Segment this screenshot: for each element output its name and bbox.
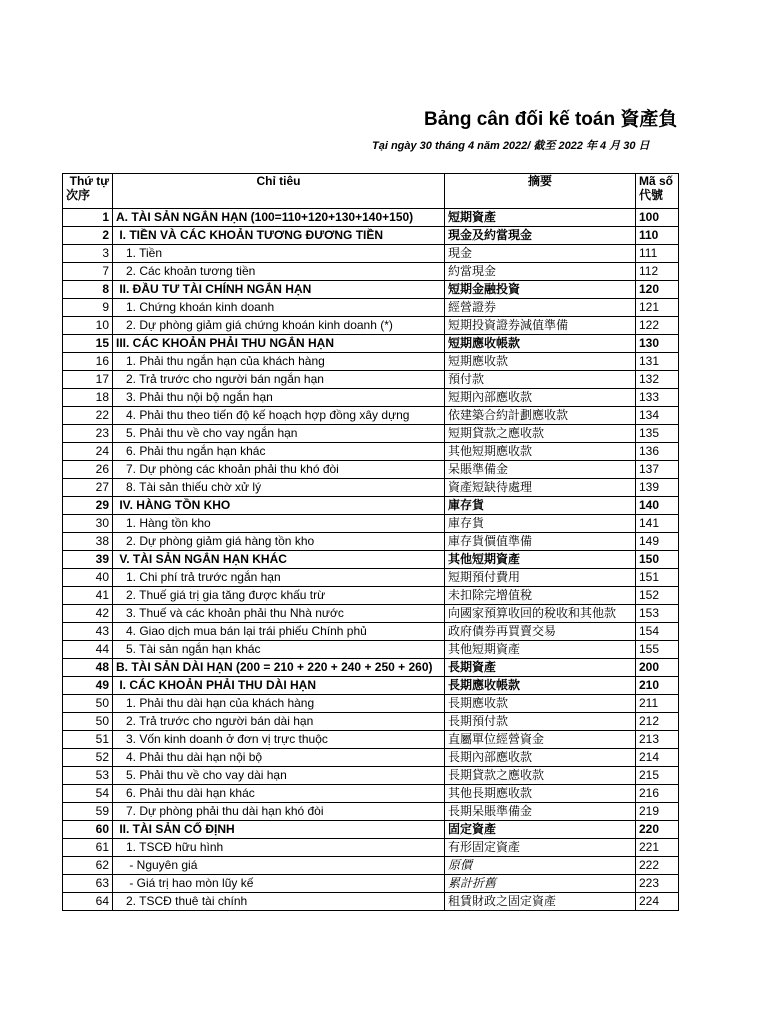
- row-summary: 短期貸款之應收款: [445, 425, 636, 443]
- row-summary: 短期資產: [445, 209, 636, 227]
- row-code: 214: [636, 749, 679, 767]
- row-summary: 長期呆賬準備金: [445, 803, 636, 821]
- row-summary: 短期預付費用: [445, 569, 636, 587]
- row-item-name: 2. Trả trước cho người bán dài hạn: [113, 713, 445, 731]
- row-code: 139: [636, 479, 679, 497]
- row-summary: 庫存貨: [445, 515, 636, 533]
- header-cell-summary: [445, 174, 636, 209]
- row-order-number: 3: [63, 245, 113, 263]
- row-item-name: II. TÀI SẢN CỐ ĐỊNH: [113, 821, 445, 839]
- row-code: 210: [636, 677, 679, 695]
- row-item-name: 2. Các khoản tương tiền: [113, 263, 445, 281]
- row-summary: 短期內部應收款: [445, 389, 636, 407]
- row-summary: 有形固定資產: [445, 839, 636, 857]
- row-order-number: 8: [63, 281, 113, 299]
- row-order-number: 51: [63, 731, 113, 749]
- row-summary: 庫存貨價值準備: [445, 533, 636, 551]
- row-summary: 累計折舊: [445, 875, 636, 893]
- row-code: 152: [636, 587, 679, 605]
- row-order-number: 42: [63, 605, 113, 623]
- row-code: 220: [636, 821, 679, 839]
- table-row: [63, 677, 679, 695]
- row-order-number: 1: [63, 209, 113, 227]
- row-code: 213: [636, 731, 679, 749]
- row-code: 132: [636, 371, 679, 389]
- row-code: 216: [636, 785, 679, 803]
- row-order-number: 52: [63, 749, 113, 767]
- row-order-number: 18: [63, 389, 113, 407]
- row-order-number: 43: [63, 623, 113, 641]
- row-summary: 短期投資證券減值準備: [445, 317, 636, 335]
- row-item-name: 1. Tiền: [113, 245, 445, 263]
- row-summary: 庫存貨: [445, 497, 636, 515]
- row-code: 215: [636, 767, 679, 785]
- table-row: [63, 371, 679, 389]
- row-code: 122: [636, 317, 679, 335]
- row-item-name: 8. Tài sản thiếu chờ xử lý: [113, 479, 445, 497]
- row-code: 121: [636, 299, 679, 317]
- row-order-number: 50: [63, 695, 113, 713]
- row-code: 200: [636, 659, 679, 677]
- row-order-number: 62: [63, 857, 113, 875]
- row-order-number: 29: [63, 497, 113, 515]
- row-item-name: III. CÁC KHOẢN PHẢI THU NGẮN HẠN: [113, 335, 445, 353]
- row-item-name: 5. Phải thu về cho vay ngắn hạn: [113, 425, 445, 443]
- row-summary: 經營證券: [445, 299, 636, 317]
- row-code: 100: [636, 209, 679, 227]
- row-item-name: 2. Dự phòng giảm giá chứng khoán kinh doanh (*): [113, 317, 445, 335]
- row-code: 130: [636, 335, 679, 353]
- row-summary: 其他短期應收款: [445, 443, 636, 461]
- row-item-name: I. TIỀN VÀ CÁC KHOẢN TƯƠNG ĐƯƠNG TIỀN: [113, 227, 445, 245]
- header-row: [63, 174, 679, 209]
- header-code-vi: Mã số: [639, 174, 674, 188]
- row-code: 131: [636, 353, 679, 371]
- row-summary: 直屬單位經營資金: [445, 731, 636, 749]
- row-order-number: 53: [63, 767, 113, 785]
- table-row: [63, 767, 679, 785]
- row-order-number: 64: [63, 893, 113, 911]
- table-row: [63, 875, 679, 893]
- row-code: 222: [636, 857, 679, 875]
- row-item-name: 4. Phải thu theo tiến độ kế hoạch hợp đồng xây dựng: [113, 407, 445, 425]
- row-order-number: 30: [63, 515, 113, 533]
- row-order-number: 27: [63, 479, 113, 497]
- row-summary: 長期應收帳款: [445, 677, 636, 695]
- row-order-number: 26: [63, 461, 113, 479]
- header-cell-order: [63, 174, 113, 209]
- row-summary: 現金及約當現金: [445, 227, 636, 245]
- row-item-name: 1. Chi phí trả trước ngắn hạn: [113, 569, 445, 587]
- row-item-name: 3. Thuế và các khoản phải thu Nhà nước: [113, 605, 445, 623]
- row-order-number: 60: [63, 821, 113, 839]
- row-summary: 長期應收款: [445, 695, 636, 713]
- table-row: [63, 893, 679, 911]
- row-code: 153: [636, 605, 679, 623]
- row-summary: 其他短期資產: [445, 551, 636, 569]
- row-code: 211: [636, 695, 679, 713]
- row-code: 136: [636, 443, 679, 461]
- row-code: 135: [636, 425, 679, 443]
- table-row: [63, 749, 679, 767]
- row-order-number: 24: [63, 443, 113, 461]
- table-row: [63, 839, 679, 857]
- row-item-name: 4. Giao dịch mua bán lại trái phiếu Chính phủ: [113, 623, 445, 641]
- row-order-number: 16: [63, 353, 113, 371]
- row-item-name: 2. Dự phòng giảm giá hàng tồn kho: [113, 533, 445, 551]
- row-item-name: 2. Trả trước cho người bán ngắn hạn: [113, 371, 445, 389]
- row-order-number: 22: [63, 407, 113, 425]
- row-summary: 長期內部應收款: [445, 749, 636, 767]
- table-row: [63, 443, 679, 461]
- table-row: [63, 605, 679, 623]
- table-row: [63, 587, 679, 605]
- header-cell-code: [636, 174, 679, 209]
- table-row: [63, 551, 679, 569]
- row-code: 223: [636, 875, 679, 893]
- row-code: 151: [636, 569, 679, 587]
- table-row: [63, 227, 679, 245]
- row-order-number: 15: [63, 335, 113, 353]
- row-order-number: 50: [63, 713, 113, 731]
- table-row: [63, 209, 679, 227]
- table-row: [63, 461, 679, 479]
- row-summary: 租賃財政之固定資產: [445, 893, 636, 911]
- table-row: [63, 641, 679, 659]
- table-row: [63, 821, 679, 839]
- row-code: 155: [636, 641, 679, 659]
- table-row: [63, 623, 679, 641]
- sheet-title: Bảng cân đối kế toán 資產負: [424, 109, 678, 130]
- row-order-number: 61: [63, 839, 113, 857]
- table-row: [63, 353, 679, 371]
- row-code: 137: [636, 461, 679, 479]
- table-row: [63, 569, 679, 587]
- row-order-number: 38: [63, 533, 113, 551]
- row-code: 120: [636, 281, 679, 299]
- table-row: [63, 857, 679, 875]
- row-item-name: 1. TSCĐ hữu hình: [113, 839, 445, 857]
- row-code: 133: [636, 389, 679, 407]
- table-row: [63, 335, 679, 353]
- row-summary: 其他短期資產: [445, 641, 636, 659]
- row-summary: 向國家預算收回的稅收和其他款: [445, 605, 636, 623]
- row-code: 111: [636, 245, 679, 263]
- row-item-name: IV. HÀNG TỒN KHO: [113, 497, 445, 515]
- row-item-name: 3. Vốn kinh doanh ở đơn vị trực thuộc: [113, 731, 445, 749]
- row-code: 219: [636, 803, 679, 821]
- row-item-name: V. TÀI SẢN NGẮN HẠN KHÁC: [113, 551, 445, 569]
- row-summary: 現金: [445, 245, 636, 263]
- table-row: [63, 659, 679, 677]
- table-row: [63, 497, 679, 515]
- row-summary: 長期資產: [445, 659, 636, 677]
- report-date: Tại ngày 30 tháng 4 năm 2022/ 截至 2022 年 4 月 30 日: [372, 140, 650, 152]
- table-row: [63, 695, 679, 713]
- row-order-number: 39: [63, 551, 113, 569]
- row-item-name: 1. Chứng khoán kinh doanh: [113, 299, 445, 317]
- table-row: [63, 803, 679, 821]
- balance-sheet-table: [62, 173, 679, 911]
- row-code: 110: [636, 227, 679, 245]
- row-item-name: 6. Phải thu dài hạn khác: [113, 785, 445, 803]
- table-row: [63, 425, 679, 443]
- row-item-name: A. TÀI SẢN NGẮN HẠN (100=110+120+130+140+150): [113, 209, 445, 227]
- row-order-number: 63: [63, 875, 113, 893]
- row-item-name: 2. Thuế giá trị gia tăng được khấu trừ: [113, 587, 445, 605]
- row-order-number: 44: [63, 641, 113, 659]
- table-row: [63, 263, 679, 281]
- header-summary-zh: 摘要: [527, 174, 552, 188]
- row-item-name: B. TÀI SẢN DÀI HẠN (200 = 210 + 220 + 240 + 250 + 260): [113, 659, 445, 677]
- row-summary: 政府債券再買賣交易: [445, 623, 636, 641]
- row-item-name: - Giá trị hao mòn lũy kế: [113, 875, 445, 893]
- row-summary: 資產短缺待處理: [445, 479, 636, 497]
- row-item-name: 2. TSCĐ thuê tài chính: [113, 893, 445, 911]
- header-code-zh: 代號: [639, 188, 664, 202]
- row-order-number: 17: [63, 371, 113, 389]
- row-order-number: 48: [63, 659, 113, 677]
- row-item-name: 7. Dự phòng các khoản phải thu khó đòi: [113, 461, 445, 479]
- row-summary: 原價: [445, 857, 636, 875]
- row-item-name: 4. Phải thu dài hạn nội bộ: [113, 749, 445, 767]
- row-order-number: 2: [63, 227, 113, 245]
- table-row: [63, 299, 679, 317]
- row-code: 150: [636, 551, 679, 569]
- row-order-number: 49: [63, 677, 113, 695]
- header-cell-item: [113, 174, 445, 209]
- row-order-number: 7: [63, 263, 113, 281]
- row-item-name: 6. Phải thu ngắn hạn khác: [113, 443, 445, 461]
- table-row: [63, 713, 679, 731]
- row-summary: 預付款: [445, 371, 636, 389]
- row-summary: 約當現金: [445, 263, 636, 281]
- row-summary: 固定資產: [445, 821, 636, 839]
- table-row: [63, 515, 679, 533]
- row-order-number: 9: [63, 299, 113, 317]
- row-item-name: II. ĐẦU TƯ TÀI CHÍNH NGẮN HẠN: [113, 281, 445, 299]
- row-order-number: 41: [63, 587, 113, 605]
- row-order-number: 59: [63, 803, 113, 821]
- row-item-name: I. CÁC KHOẢN PHẢI THU DÀI HẠN: [113, 677, 445, 695]
- row-order-number: 10: [63, 317, 113, 335]
- row-code: 212: [636, 713, 679, 731]
- row-code: 154: [636, 623, 679, 641]
- table-row: [63, 479, 679, 497]
- row-order-number: 23: [63, 425, 113, 443]
- row-order-number: 40: [63, 569, 113, 587]
- table-row: [63, 317, 679, 335]
- table-row: [63, 731, 679, 749]
- row-item-name: 7. Dự phòng phải thu dài hạn khó đòi: [113, 803, 445, 821]
- row-summary: 短期應收帳款: [445, 335, 636, 353]
- row-item-name: 3. Phải thu nội bộ ngắn hạn: [113, 389, 445, 407]
- row-code: 141: [636, 515, 679, 533]
- table-row: [63, 407, 679, 425]
- row-summary: 短期金融投資: [445, 281, 636, 299]
- row-summary: 長期預付款: [445, 713, 636, 731]
- header-order-zh: 次序: [66, 188, 91, 202]
- header-item-vi: Chỉ tiêu: [256, 174, 301, 188]
- table-row: [63, 785, 679, 803]
- row-summary: 長期貸款之應收款: [445, 767, 636, 785]
- row-item-name: 1. Phải thu ngắn hạn của khách hàng: [113, 353, 445, 371]
- row-code: 149: [636, 533, 679, 551]
- header-order-vi: Thứ tự: [69, 174, 109, 188]
- row-item-name: 1. Hàng tồn kho: [113, 515, 445, 533]
- row-summary: 其他長期應收款: [445, 785, 636, 803]
- row-order-number: 54: [63, 785, 113, 803]
- row-item-name: 5. Phải thu về cho vay dài hạn: [113, 767, 445, 785]
- row-item-name: - Nguyên giá: [113, 857, 445, 875]
- table-row: [63, 245, 679, 263]
- row-summary: 未扣除完增值稅: [445, 587, 636, 605]
- row-summary: 短期應收款: [445, 353, 636, 371]
- row-code: 224: [636, 893, 679, 911]
- row-item-name: 1. Phải thu dài hạn của khách hàng: [113, 695, 445, 713]
- row-code: 140: [636, 497, 679, 515]
- row-summary: 依建築合約計劃應收款: [445, 407, 636, 425]
- table-row: [63, 389, 679, 407]
- row-item-name: 5. Tài sản ngắn hạn khác: [113, 641, 445, 659]
- table-row: [63, 533, 679, 551]
- row-code: 112: [636, 263, 679, 281]
- row-summary: 呆賬準備金: [445, 461, 636, 479]
- row-code: 221: [636, 839, 679, 857]
- table-row: [63, 281, 679, 299]
- table-body: [63, 174, 679, 911]
- row-code: 134: [636, 407, 679, 425]
